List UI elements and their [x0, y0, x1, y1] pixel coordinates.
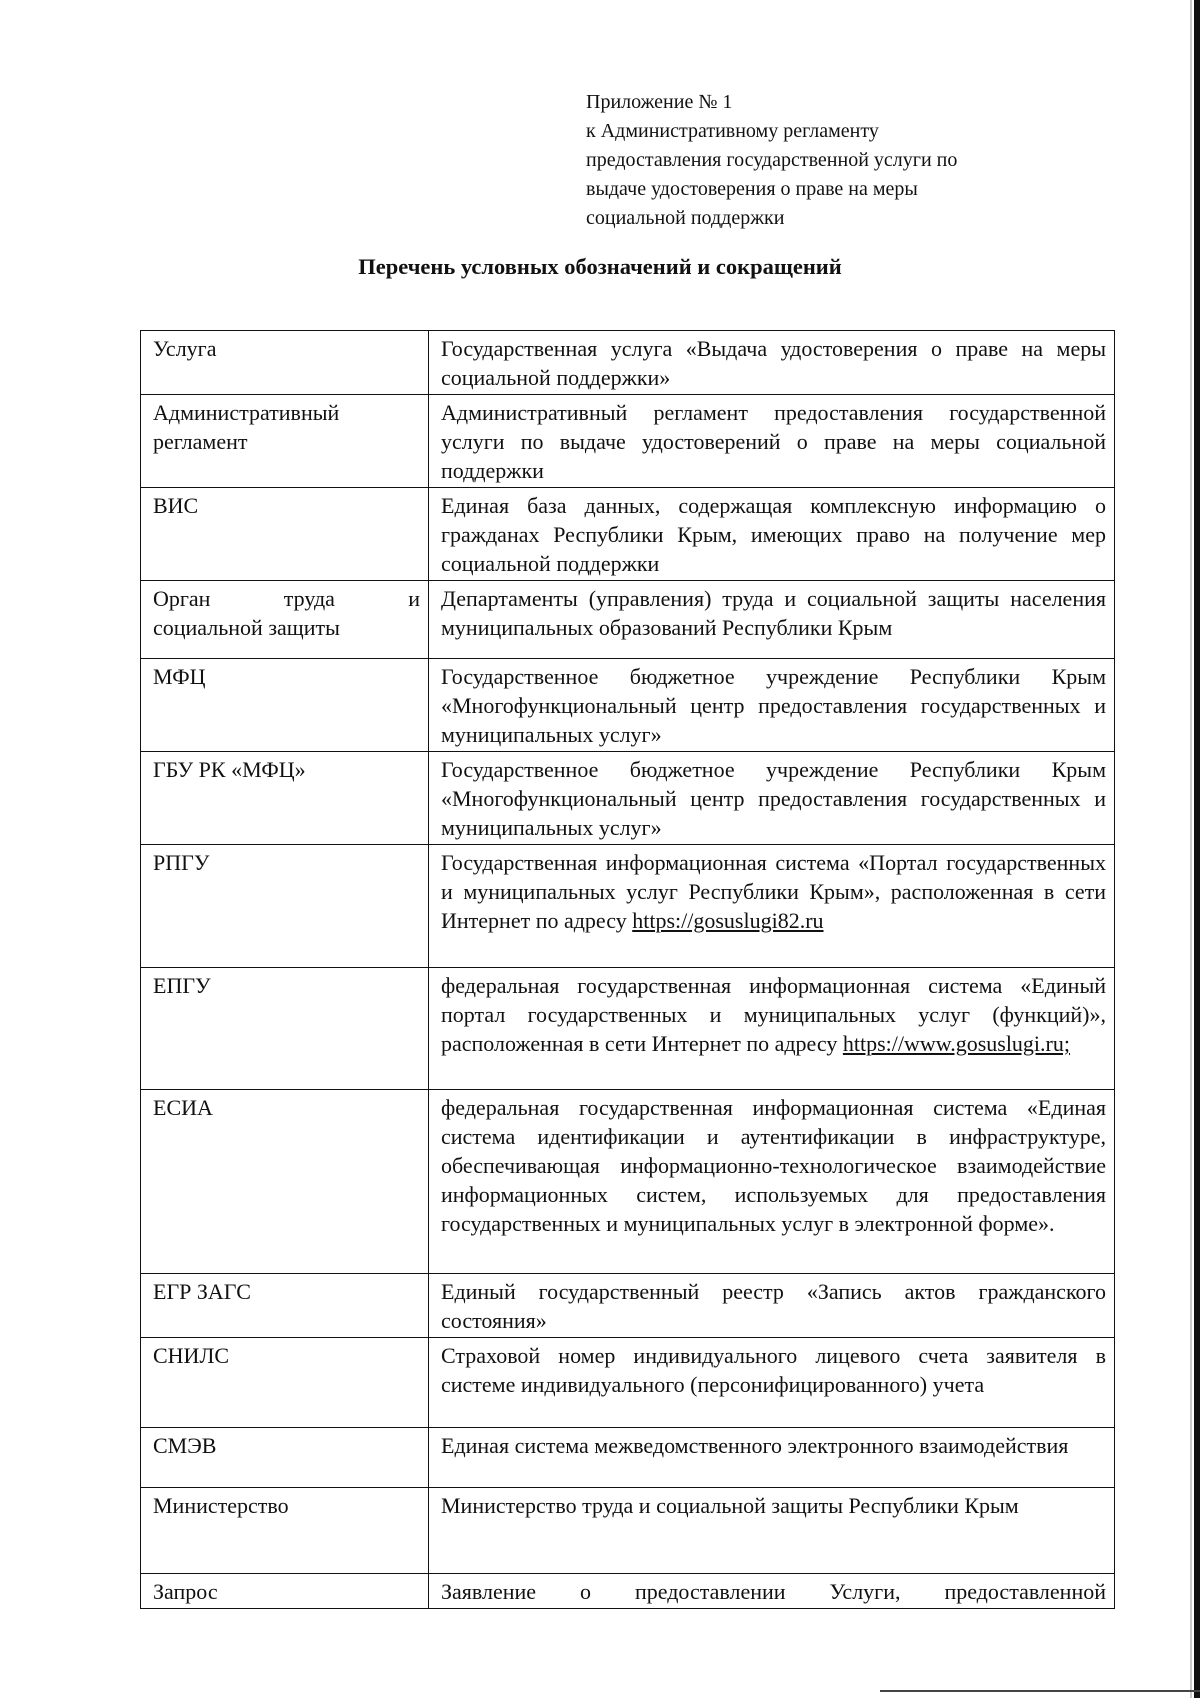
definition-cell: Единый государственный реестр «Запись актов гражданского состояния»	[429, 1274, 1115, 1338]
term-cell: МФЦ	[141, 659, 429, 752]
term-cell: Запрос	[141, 1574, 429, 1609]
definition-cell: Заявление о предоставлении Услуги, предоставленной	[429, 1574, 1115, 1609]
term-cell: ЕПГУ	[141, 968, 429, 1090]
term-cell: Административный регламент	[141, 395, 429, 488]
table-row	[141, 845, 1115, 968]
definition-cell: федеральная государственная информационная система «Единая система идентификации и аутентификации в инфраструктуре, обеспечивающая информационно-технологическое взаимодействие информационных систем, используемых для предоставления государственных и муниципальных услуг в электронной форме».	[429, 1090, 1115, 1274]
term-second-line: социальной защиты	[153, 615, 340, 640]
term-cell: СМЭВ	[141, 1428, 429, 1488]
table-row	[141, 1274, 1115, 1338]
annex-line: предоставления государственной услуги по	[586, 149, 958, 171]
annex-line: социальной поддержки	[586, 207, 785, 229]
table-row	[141, 581, 1115, 659]
annex-line: к Административному регламенту	[586, 120, 879, 142]
term-cell: СНИЛС	[141, 1338, 429, 1428]
definition-cell: Страховой номер индивидуального лицевого счета заявителя в системе индивидуального (персонифицированного) учета	[429, 1338, 1115, 1428]
term-cell	[141, 581, 429, 659]
table-row	[141, 331, 1115, 395]
table-row	[141, 1574, 1115, 1609]
definition-cell: Государственное бюджетное учреждение Республики Крым «Многофункциональный центр предоставления государственных и муниципальных услуг»	[429, 659, 1115, 752]
abbreviations-table	[140, 330, 1115, 1609]
table-row	[141, 395, 1115, 488]
definition-cell: Административный регламент предоставления государственной услуги по выдаче удостоверений о праве на меры социальной поддержки	[429, 395, 1115, 488]
table-row	[141, 752, 1115, 845]
term-cell: ВИС	[141, 488, 429, 581]
definition-cell	[429, 968, 1115, 1090]
portal-link[interactable]: https://www.gosuslugi.ru;	[842, 1031, 1070, 1056]
definition-cell: Государственная услуга «Выдача удостоверения о праве на меры социальной поддержки»	[429, 331, 1115, 395]
definition-text: Государственная информационная система «Портал государственных и муниципальных услуг Республики Крым», расположенная в сети Интернет по адресу	[441, 850, 1106, 933]
term-word: труда	[283, 586, 335, 611]
annex-line: выдаче удостоверения о праве на меры	[586, 178, 918, 200]
term-cell: Услуга	[141, 331, 429, 395]
table-row	[141, 1488, 1115, 1574]
term-cell: РПГУ	[141, 845, 429, 968]
term-word: и	[408, 586, 420, 611]
annex-line: Приложение № 1	[586, 91, 733, 113]
table-row	[141, 1090, 1115, 1274]
definition-cell	[429, 845, 1115, 968]
term-cell: ЕГР ЗАГС	[141, 1274, 429, 1338]
annex-header	[586, 88, 1086, 233]
term-first-line	[153, 584, 420, 613]
portal-link[interactable]: https://gosuslugi82.ru	[632, 908, 824, 933]
term-word: Орган	[153, 586, 211, 611]
definition-cell: Единая база данных, содержащая комплексную информацию о гражданах Республики Крым, имеющих право на получение мер социальной поддержки	[429, 488, 1115, 581]
table-row	[141, 1338, 1115, 1428]
scan-bottom-line	[880, 1690, 1200, 1692]
definition-cell: Департаменты (управления) труда и социальной защиты населения муниципальных образований Республики Крым	[429, 581, 1115, 659]
document-title: Перечень условных обозначений и сокращений	[358, 254, 842, 279]
term-cell: ЕСИА	[141, 1090, 429, 1274]
table-row	[141, 488, 1115, 581]
definition-cell: Единая система межведомственного электронного взаимодействия	[429, 1428, 1115, 1488]
table-row	[141, 1428, 1115, 1488]
table-row	[141, 659, 1115, 752]
table-row	[141, 968, 1115, 1090]
definition-cell: Министерство труда и социальной защиты Республики Крым	[429, 1488, 1115, 1574]
term-cell: Министерство	[141, 1488, 429, 1574]
definition-cell: Государственное бюджетное учреждение Республики Крым «Многофункциональный центр предоставления государственных и муниципальных услуг»	[429, 752, 1115, 845]
term-cell: ГБУ РК «МФЦ»	[141, 752, 429, 845]
definition-text: федеральная государственная информационная система «Единый портал государственных и муниципальных услуг (функций)», расположенная в сети Интернет по адресу	[441, 973, 1106, 1056]
